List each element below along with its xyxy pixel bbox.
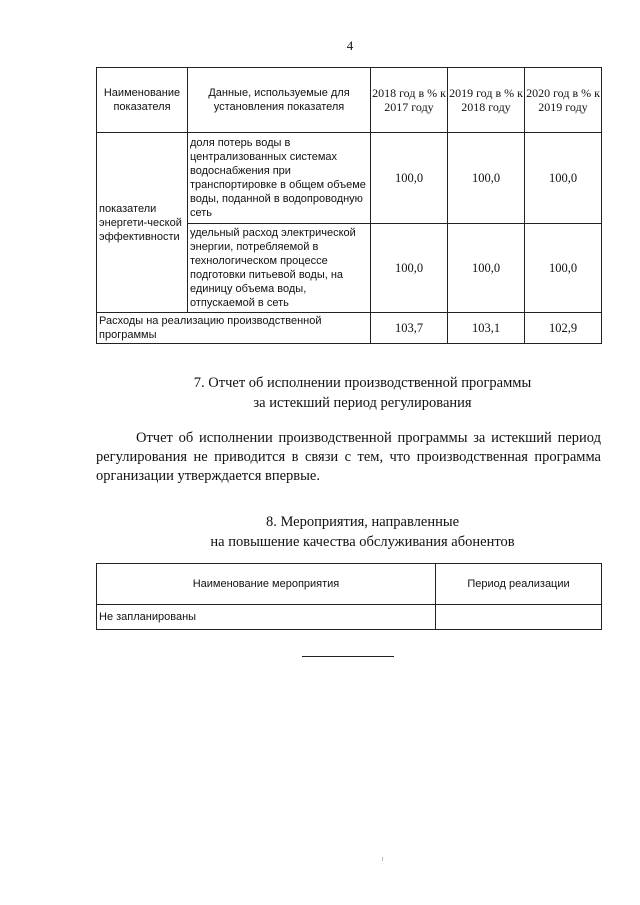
indicators-table-header (97, 68, 602, 133)
summary-value-2020: 102,9 (525, 313, 602, 344)
activities-table-header (97, 564, 602, 605)
row-description: доля потерь воды в централизованных системах водоснабжения при транспортировке в общем объеме воды, поданной в водопроводную сеть (188, 133, 371, 224)
section-8-heading-line-1: 8. Мероприятия, направленные (265, 514, 460, 530)
section-8-heading (95, 512, 630, 552)
summary-value-2018: 103,7 (371, 313, 448, 344)
summary-row (97, 313, 602, 344)
value-2019: 100,0 (448, 133, 525, 224)
value-2020: 100,0 (525, 133, 602, 224)
header-implementation-period: Период реализации (436, 564, 602, 605)
summary-label: Расходы на реализацию производственной программы (97, 313, 371, 344)
activity-cell: Не запланированы (97, 605, 436, 630)
header-2018: 2018 год в % к 2017 году (371, 68, 448, 133)
page-number: 4 (346, 38, 354, 53)
header-data-used: Данные, используемые для установления показателя (188, 68, 371, 133)
header-2019: 2019 год в % к 2018 году (448, 68, 525, 133)
value-2018: 100,0 (371, 133, 448, 224)
section-7-paragraph (96, 429, 601, 486)
section-7-paragraph-text: Отчет об исполнении производственной программы за истекший период регулирования не приводится в связи с тем, что производственная программа организации утверждается впервые. (96, 430, 601, 484)
scan-speck (382, 857, 383, 861)
end-rule-divider (302, 656, 394, 657)
value-2019: 100,0 (448, 224, 525, 313)
group-label-energy-efficiency: показатели энергети-ческой эффективности (97, 133, 188, 313)
summary-value-2019: 103,1 (448, 313, 525, 344)
section-7-heading-line-1: 7. Отчет об исполнении производственной программы (193, 375, 532, 391)
header-indicator-name: Наименование показателя (97, 68, 188, 133)
header-2020: 2020 год в % к 2019 году (525, 68, 602, 133)
indicators-table (96, 67, 602, 344)
table-row (97, 133, 602, 224)
value-2018: 100,0 (371, 224, 448, 313)
section-7-heading-line-2: за истекший период регулирования (253, 395, 472, 411)
header-activity-name: Наименование мероприятия (97, 564, 436, 605)
period-cell (436, 605, 602, 630)
table-row (97, 605, 602, 630)
value-2020: 100,0 (525, 224, 602, 313)
section-8-heading-line-2: на повышение качества обслуживания абонентов (210, 534, 515, 550)
section-7-heading (95, 373, 630, 413)
row-description: удельный расход электрической энергии, потребляемой в технологическом процессе подготовки питьевой воды, на единицу объема воды, отпускаемой в сеть (188, 224, 371, 313)
activities-table (96, 563, 602, 630)
